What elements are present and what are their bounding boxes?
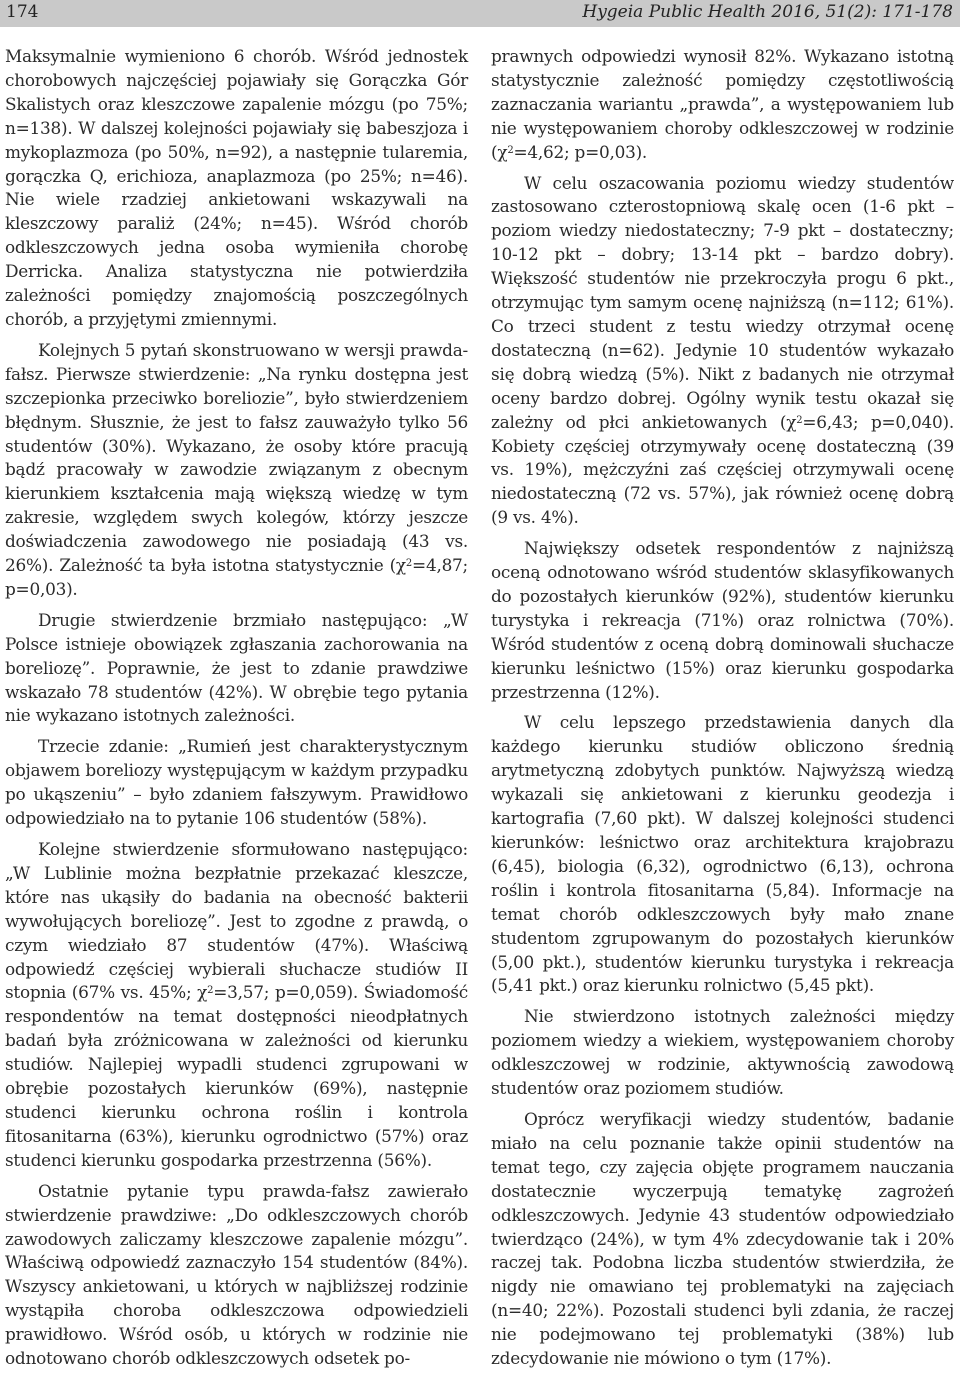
paragraph: Nie stwierdzono istotnych zależności między poziomem wiedzy a wiekiem, występowaniem choroby odkleszczowej w rodzinie, aktywnością zawodową studentów oraz poziomem studiów. [491, 1006, 954, 1099]
journal-citation: Hygeia Public Health 2016, 51(2): 171-178 [582, 2, 953, 22]
paragraph: W celu oszacowania poziomu wiedzy studentów zastosowano czterostopniową skalę ocen (1-6 pkt – poziom wiedzy niedostateczny; 7-9 pkt – dostateczny; 10-12 pkt – dobry; 13-14 pkt – bardzo dobry). Większość studentów nie przekroczyła progu 6 pkt., otrzymując tym samym ocenę najniższą (n=112; 61%). Co trzeci student z testu wiedzy otrzymał ocenę dostateczną (n=62). Jedynie 10 studentów wykazało się dobrą wiedzą (5%). Nikt z badanych nie otrzymał oceny bardzo dobrej. Ogólny wynik testu okazał się zależny od płci ankietowanych ($\chi^2=6,43$; p=0,040). Kobiety częściej otrzymywały ocenę dostateczną (39 vs. 19%), mężczyźni zaś częściej otrzymywali ocenę niedostateczną (72 vs. 57%), jak również ocenę dobrą (9 vs. 4%). [491, 172, 954, 528]
paragraph: W celu lepszego przedstawienia danych dla każdego kierunku studiów obliczono średnią arytmetyczną zdobytych punktów. Najwyższą wiedzą wykazali się ankietowani z kierunku geodezja i kartografia (7,60 pkt). W dalszej kolejności studenci kierunków: leśnictwo oraz architektura krajobrazu (6,45), biologia (6,32), ogrodnictwo (6,13), ochrona roślin i kontrola fitosanitarna (5,84). Informacje na temat chorób odkleszczowych były mało znane studentom zgrupowanym do pozostałych kierunków (5,00 pkt.), studentów kierunku turystyka i rekreacja (5,41 pkt.) oraz kierunku rolnictwo (5,45 pkt). [491, 712, 954, 996]
page-number: 174 [6, 2, 39, 22]
right-column [491, 45, 954, 1378]
paragraph: prawnych odpowiedzi wynosił 82%. Wykazano istotną statystycznie zależność pomiędzy częstotliwością zaznaczania wariantu „prawda”, a występowaniem lub nie występowaniem choroby odkleszczowej w rodzinie ($\chi^2=4,62$; p=0,03). [491, 46, 954, 162]
paragraph: Trzecie zdanie: „Rumień jest charakterystycznym objawem boreliozy występującym w każdym przypadku po ukąszeniu” – było zdaniem fałszywym. Prawidłowo odpowiedziało na to pytanie 106 studentów (58%). [5, 736, 468, 829]
paragraph: Kolejne stwierdzenie sformułowano następująco: „W Lublinie można bezpłatnie przekazać kleszcze, które nas ukąsiły do badania na obecność bakterii wywołujących boreliozę”. Jest to zgodne z prawdą, o czym wiedziało 87 studentów (47%). Właściwą odpowiedź częściej wybierali słuchacze studiów II stopnia (67% vs. 45%; $\chi^2=3,57$; p=0,059). Świadomość respondentów na temat dostępności nieodpłatnych badań była zróżnicowana w zależności od kierunku studiów. Najlepiej wypadli studenci zgrupowani w obrębie pozostałych kierunków (69%), następnie studenci kierunku ochrona roślin i kontrola fitosanitarna (63%), kierunku ogrodnictwo (57%) oraz studenci kierunku gospodarka przestrzenna (56%). [5, 839, 468, 1170]
paragraph: Drugie stwierdzenie brzmiało następująco: „W Polsce istnieje obowiązek zgłaszania zachorowania na boreliozę”. Poprawnie, że jest to zdanie prawdziwe wskazało 78 studentów (42%). W obrębie tego pytania nie wykazano istotnych zależności. [5, 609, 468, 726]
paragraph: Oprócz weryfikacji wiedzy studentów, badanie miało na celu poznanie także opinii studentów na temat tego, czy zajęcia objęte programem nauczania dostatecznie wyczerpują tematykę zagrożeń odkleszczowych. Jedynie 43 studentów odpowiedziało twierdząco (24%), w tym 4% zdecydowanie tak i 20% raczej tak. Podobna liczba studentów stwierdziła, że nigdy nie omawiano tej problematyki na zajęciach (n=40; 22%). Pozostali studenci byli zdania, że raczej nie podejmowano tej problematyki (38%) lub zdecydowanie nie mówiono o tym (17%). [491, 1108, 954, 1369]
paragraph: Największy odsetek respondentów z najniższą oceną odnotowano wśród studentów sklasyfikowanych do pozostałych kierunków (92%), studentów kierunku turystyka i rekreacja (71%) oraz rolnictwa (70%). Wśród studentów z oceną dobrą dominowali słuchacze kierunku leśnictwo (15%) oraz kierunku gospodarka przestrzenna (12%). [491, 538, 954, 702]
left-column [5, 45, 468, 1378]
paragraph: Ostatnie pytanie typu prawda-fałsz zawierało stwierdzenie prawdziwe: „Do odkleszczowych chorób zawodowych zaliczamy kleszczowe zapalenie mózgu”. Właściwą odpowiedź zaznaczyło 154 studentów (84%). Wszyscy ankietowani, u których w najbliższej rodzinie wystąpiła choroba odkleszczowa odpowiedzieli prawidłowo. Wśród osób, u których w rodzinie nie odnotowano chorób odkleszczowych odsetek po- [5, 1180, 468, 1369]
page-header [0, 0, 960, 27]
paragraph: Kolejnych 5 pytań skonstruowano w wersji prawda-fałsz. Pierwsze stwierdzenie: „Na rynku dostępna jest szczepionka przeciwko boreliozie”, było stwierdzeniem błędnym. Słusznie, że jest to fałsz zauważyło tylko 56 studentów (30%). Wykazano, że osoby które pracują bądź pracowały w zawodzie związanym z obecnym kierunkiem kształcenia mają większą wiedzę w tym zakresie, względem swych kolegów, którzy jeszcze doświadczenia zawodowego nie posiadają (43 vs. 26%). Zależność ta była istotna statystycznie ($\chi^2=4,87$; p=0,03). [5, 339, 468, 599]
paragraph: Maksymalnie wymieniono 6 chorób. Wśród jednostek chorobowych najczęściej pojawiały się Gorączka Gór Skalistych oraz kleszczowe zapalenie mózgu (po 75%; n=138). W dalszej kolejności pojawiały się babeszjoza i mykoplazmoza (po 50%, n=92), a następnie tularemia, gorączka Q, erichioza, anaplazmoza (po 25%; n=46). Nie wiele rzadziej ankietowani wskazywali na kleszczowy paraliż (24%; n=45). Wśród chorób odkleszczowych jedna osoba wymieniła chorobę Derricka. Analiza statystyczna nie potwierdziła zależności pomiędzy znajomością poszczególnych chorób, a przyjętymi zmiennymi. [5, 46, 468, 329]
